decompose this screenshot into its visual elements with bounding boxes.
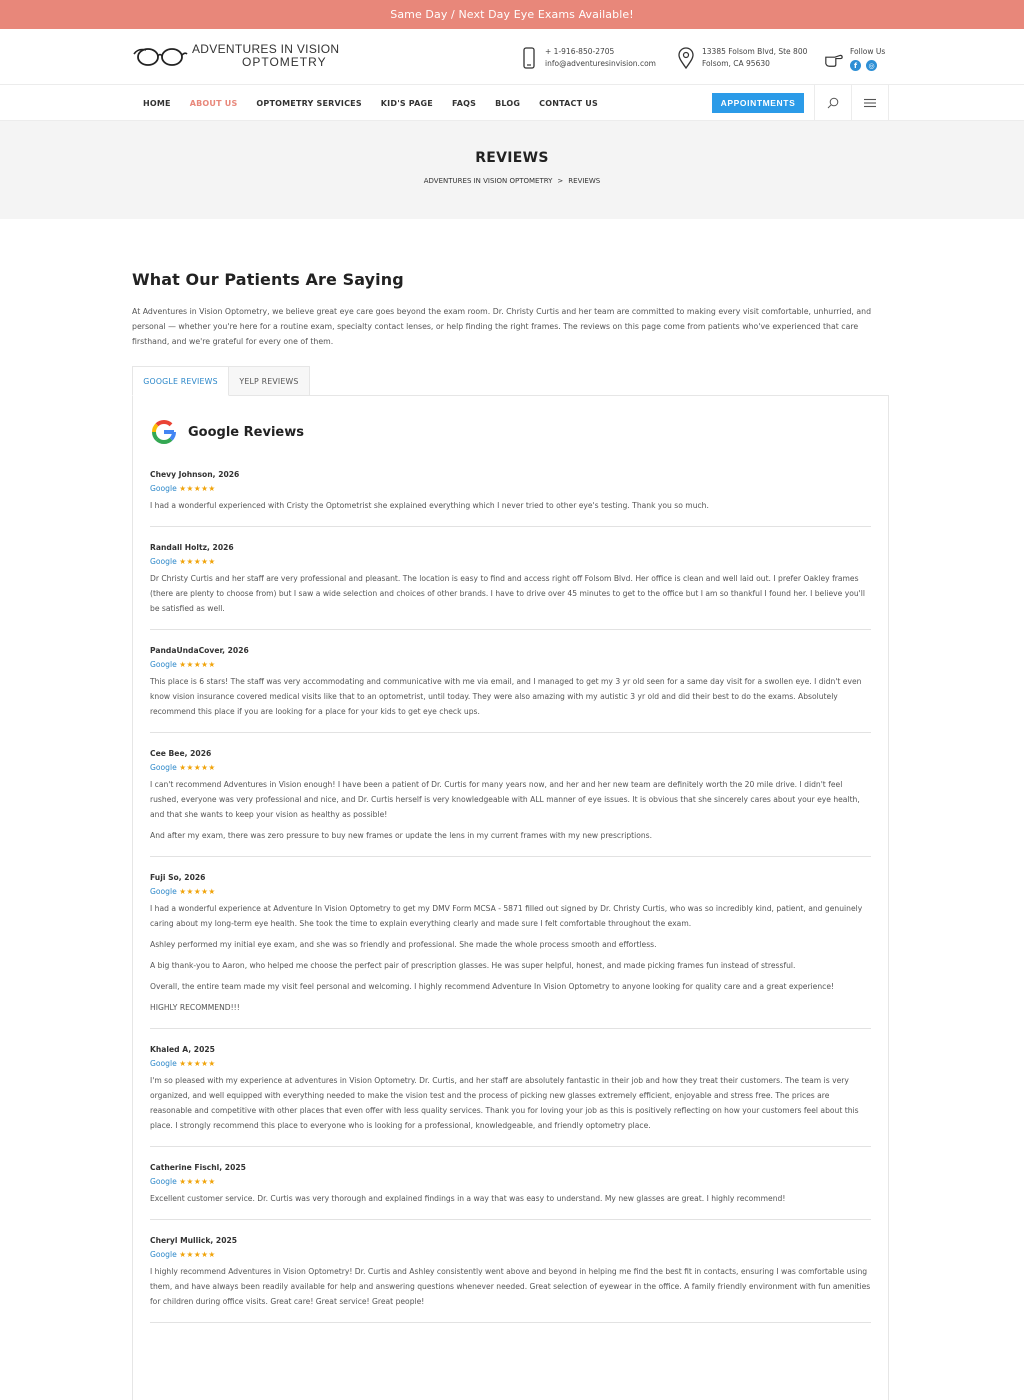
site-logo[interactable] bbox=[132, 42, 339, 70]
review-author: Cheryl Mullick, 2025 bbox=[150, 1236, 238, 1245]
intro-paragraph: At Adventures in Vision Optometry, we believe great eye care goes beyond the exam room. Dr. Christy Curtis and her team are committed to making every visit comfortable, unhurried, and personal — whether you're here for a routine exam, specialty contact lenses, or help finding the right frames. The reviews on this page come from patients who've experienced that care firsthand, and we're grateful for every one of them. bbox=[132, 307, 872, 346]
review-paragraph: Ashley performed my initial eye exam, and she was so friendly and professional. She made the whole process smooth and effortless. bbox=[150, 940, 657, 949]
review-source bbox=[150, 557, 871, 566]
star-rating-icon: ★★★★★ bbox=[179, 1177, 216, 1186]
map-pin-icon bbox=[676, 47, 696, 69]
tab-yelp-reviews[interactable]: YELP REVIEWS bbox=[229, 366, 310, 396]
nav-item-home[interactable]: HOME bbox=[143, 98, 171, 108]
panel-title: Google Reviews bbox=[188, 424, 304, 440]
page-title-banner bbox=[0, 121, 1024, 219]
google-logo-icon bbox=[150, 418, 178, 446]
review-source-link[interactable]: Google bbox=[150, 763, 177, 772]
review-source bbox=[150, 484, 871, 493]
contact-phone-block bbox=[519, 46, 656, 70]
review-paragraph: Excellent customer service. Dr. Curtis was very thorough and explained findings in a way that was easy to understand. My new glasses are great. I highly recommend! bbox=[150, 1194, 786, 1203]
tab-google-reviews[interactable]: GOOGLE REVIEWS bbox=[132, 366, 229, 396]
star-rating-icon: ★★★★★ bbox=[179, 1250, 216, 1259]
page-title: REVIEWS bbox=[475, 150, 549, 166]
nav-item-contact-us[interactable]: CONTACT US bbox=[539, 98, 598, 108]
review-body bbox=[150, 571, 871, 616]
breadcrumb-current: REVIEWS bbox=[568, 177, 601, 185]
review-paragraph: Overall, the entire team made my visit feel personal and welcoming. I highly recommend Adventure In Vision Optometry to anyone looking for quality care and a great experience! bbox=[150, 982, 835, 991]
review-paragraph: I can't recommend Adventures in Vision enough! I have been a patient of Dr. Curtis for many years now, and her and her new team are definitely worth the 20 mile drive. I didn't feel rushed, everyone was very professional and nice, and Dr. Curtis herself is very knowledgeable with ALL manner of eye issues. It is obvious that she sincerely cares about your eye health, and that she wants to keep your vision as healthy as possible! bbox=[150, 780, 860, 819]
nav-menu-button[interactable] bbox=[851, 85, 889, 121]
review-body bbox=[150, 1191, 871, 1206]
review-paragraph: I had a wonderful experienced with Cristy the Optometrist she explained everything which I never tried to other eye's testing. Thank you so much. bbox=[150, 501, 709, 510]
review-author: PandaUndaCover, 2026 bbox=[150, 646, 249, 655]
star-rating-icon: ★★★★★ bbox=[179, 1059, 216, 1068]
review-author: Fuji So, 2026 bbox=[150, 873, 206, 882]
review-source-link[interactable]: Google bbox=[150, 1059, 177, 1068]
review-paragraph: This place is 6 stars! The staff was very accommodating and communicative with me via email, and I managed to get my 3 yr old seen for a same day visit for a swollen eye. I didn't even know vision insurance covered medical visits like that to an optometrist, until today. They were also amazing with my autistic 3 yr old and did their best to do the exams. Absolutely recommend this place if you are looking for a place for your kids to get eye check ups. bbox=[150, 677, 862, 716]
review-source-link[interactable]: Google bbox=[150, 887, 177, 896]
nav-item-kid-s-page[interactable]: KID'S PAGE bbox=[380, 98, 433, 108]
phone-number[interactable]: + 1-916-850-2705 bbox=[545, 47, 615, 56]
instagram-icon[interactable]: ◎ bbox=[866, 60, 877, 71]
review-tabs bbox=[132, 366, 889, 396]
review-author: Randall Holtz, 2026 bbox=[150, 543, 234, 552]
review-item bbox=[150, 470, 871, 527]
nav-search-button[interactable] bbox=[814, 85, 851, 121]
review-body bbox=[150, 498, 871, 513]
logo-line-2: OPTOMETRY bbox=[242, 55, 327, 69]
follow-us-block bbox=[824, 46, 885, 71]
panel-header bbox=[150, 418, 871, 446]
review-source-link[interactable]: Google bbox=[150, 484, 177, 493]
review-item bbox=[150, 1045, 871, 1147]
review-paragraph: I highly recommend Adventures in Vision Optometry! Dr. Curtis and Ashley consistently went above and beyond in helping me find the best fit in contacts, ensuring I was comfortable using them, and have always been readily available for help and answering questions whenever needed. Great selection of eyewear in the office. A family friendly environment with fun amenities for children during office visits. Great care! Great service! Great people! bbox=[150, 1267, 871, 1306]
review-item bbox=[150, 749, 871, 857]
review-item bbox=[150, 543, 871, 630]
star-rating-icon: ★★★★★ bbox=[179, 660, 216, 669]
review-paragraph: Dr Christy Curtis and her staff are very professional and pleasant. The location is easy to find and access right off Folsom Blvd. Her office is clean and well laid out. I prefer Oakley frames (there are plenty to choose from) but I saw a wide selection and choices of other brands. I have to drive over 45 minutes to get to the office but I am so thankful I found her. I believe you'll be satisfied as well. bbox=[150, 574, 865, 613]
breadcrumb-separator: > bbox=[557, 177, 564, 185]
logo-line-1: ADVENTURES IN VISION bbox=[192, 42, 340, 56]
review-item bbox=[150, 1236, 871, 1323]
star-rating-icon: ★★★★★ bbox=[179, 484, 216, 493]
review-source bbox=[150, 1059, 871, 1068]
main-content bbox=[132, 270, 889, 1400]
review-item bbox=[150, 873, 871, 1029]
review-source bbox=[150, 887, 871, 896]
facebook-icon[interactable]: f bbox=[850, 60, 861, 71]
breadcrumb-home-link[interactable]: ADVENTURES IN VISION OPTOMETRY bbox=[423, 177, 553, 185]
email-address[interactable]: info@adventuresinvision.com bbox=[545, 59, 656, 68]
site-header bbox=[0, 29, 1024, 85]
review-source-link[interactable]: Google bbox=[150, 1177, 177, 1186]
reviews-list bbox=[150, 470, 871, 1323]
review-source-link[interactable]: Google bbox=[150, 1250, 177, 1259]
appointments-button[interactable]: APPOINTMENTS bbox=[712, 93, 804, 113]
star-rating-icon: ★★★★★ bbox=[179, 557, 216, 566]
section-heading: What Our Patients Are Saying bbox=[132, 270, 404, 289]
review-source bbox=[150, 1177, 871, 1186]
review-author: Chevy Johnson, 2026 bbox=[150, 470, 240, 479]
glasses-logo-icon bbox=[132, 42, 188, 70]
review-paragraph: I'm so pleased with my experience at adventures in Vision Optometry. Dr. Curtis, and her staff are absolutely fantastic in their job and how they treat their customers. The team is very organized, and well equipped with everything needed to make the vision test and the process of picking new glasses extremely efficient, enjoyable and stress free. The prices are reasonable and competitive with other places that even offer with less quality services. Thank you for loving your job as this is positively reflecting on how your customers feel about this place. I strongly recommend this place to everyone who is looking for a professional, knowledgeable, and friendly optometry place. bbox=[150, 1076, 859, 1130]
review-author: Cee Bee, 2026 bbox=[150, 749, 212, 758]
review-source-link[interactable]: Google bbox=[150, 660, 177, 669]
nav-item-about-us[interactable]: ABOUT US bbox=[189, 98, 238, 108]
follow-us-label: Follow Us bbox=[850, 47, 886, 56]
hamburger-menu-icon bbox=[864, 98, 876, 108]
star-rating-icon: ★★★★★ bbox=[179, 887, 216, 896]
review-body bbox=[150, 1073, 871, 1133]
announcement-text: Same Day / Next Day Eye Exams Available! bbox=[390, 8, 634, 21]
review-body bbox=[150, 901, 871, 1015]
review-paragraph: HIGHLY RECOMMEND!!! bbox=[150, 1003, 240, 1012]
address-line-2: Folsom, CA 95630 bbox=[702, 59, 770, 68]
review-paragraph: I had a wonderful experience at Adventure In Vision Optometry to get my DMV Form MCSA - 5871 filled out signed by Dr. Christy Curtis, who was so incredibly kind, patient, and genuinely caring about my long-term eye health. She took the time to explain everything clearly and made sure I felt comfortable throughout the exam. bbox=[150, 904, 863, 928]
review-source bbox=[150, 763, 871, 772]
nav-item-optometry-services[interactable]: OPTOMETRY SERVICES bbox=[256, 98, 362, 108]
review-body bbox=[150, 674, 871, 719]
main-navigation bbox=[0, 85, 1024, 121]
google-reviews-panel bbox=[132, 395, 889, 1400]
pointing-hand-icon bbox=[824, 48, 844, 70]
search-icon bbox=[827, 97, 839, 109]
review-author: Catherine Fischl, 2025 bbox=[150, 1163, 246, 1172]
review-paragraph: A big thank-you to Aaron, who helped me choose the perfect pair of prescription glasses. He was super helpful, honest, and made picking frames fun instead of stressful. bbox=[150, 961, 796, 970]
review-body bbox=[150, 1264, 871, 1309]
review-body bbox=[150, 777, 871, 843]
contact-address-block bbox=[676, 46, 807, 70]
review-source bbox=[150, 660, 871, 669]
nav-item-faqs[interactable]: FAQS bbox=[451, 98, 477, 108]
review-paragraph: And after my exam, there was zero pressure to buy new frames or update the lens in my current frames with my new prescriptions. bbox=[150, 831, 653, 840]
review-source-link[interactable]: Google bbox=[150, 557, 177, 566]
review-author: Khaled A, 2025 bbox=[150, 1045, 215, 1054]
nav-item-blog[interactable]: BLOG bbox=[495, 98, 521, 108]
review-item bbox=[150, 646, 871, 733]
breadcrumb bbox=[0, 177, 1024, 185]
star-rating-icon: ★★★★★ bbox=[179, 763, 216, 772]
review-source bbox=[150, 1250, 871, 1259]
address-line-1: 13385 Folsom Blvd, Ste 800 bbox=[702, 47, 808, 56]
review-item bbox=[150, 1163, 871, 1220]
phone-icon bbox=[519, 47, 539, 69]
announcement-bar bbox=[0, 0, 1024, 29]
